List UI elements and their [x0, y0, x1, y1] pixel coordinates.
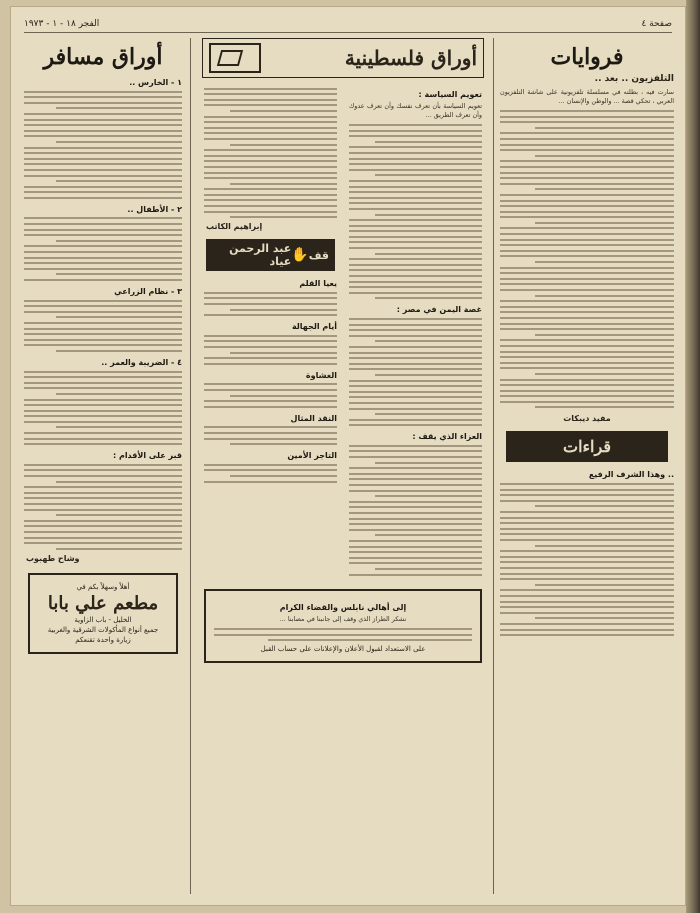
- text-politics: تعويم السياسة بأن تعرف نفسك وأن تعرف عدوك وأن تعرف الطريق ...: [346, 102, 482, 120]
- mid-subcolumn-left: [202, 84, 339, 579]
- notice-text: نشكر الطراز الذي وقف إلى جانبنا في مصابنا ...: [279, 615, 407, 624]
- newspaper-page: [10, 6, 686, 906]
- restaurant-ad: [28, 573, 178, 654]
- section-header: [202, 38, 484, 78]
- subtitle: التلفزيون .. بعد ..: [594, 74, 674, 84]
- section-3: ٣ - نظام الزراعي: [114, 287, 182, 296]
- article-lead: سارت فيه ، بطلته في مسلسلة تلفزيونية على شاشة التلفزيون العربي ، تحكي قصة ... والوطن والإنسان ...: [498, 88, 674, 106]
- ad-tagline: زيارة واحدة تقنعكم: [75, 635, 131, 644]
- author-name: عبد الرحمن عياد: [229, 242, 292, 269]
- author-label: قف: [308, 248, 329, 262]
- section-title-palestinian-papers: أوراق فلسطينية: [344, 46, 477, 70]
- readings-heading: .. وهذا الشرف الرفيع: [588, 470, 674, 480]
- section-title-rewayat: فروايات: [550, 44, 624, 70]
- masthead: [24, 16, 672, 33]
- mid-subcolumn-right: [347, 84, 484, 579]
- hand-icon: ✋: [291, 247, 309, 264]
- author-box: [206, 239, 335, 271]
- ad-welcome: أهلاً وسهلاً بكم في: [76, 582, 130, 591]
- notice-title: إلى أهالي نابلس والقضاء الكرام: [279, 603, 407, 613]
- book-binding: [686, 0, 700, 913]
- right-column: [498, 38, 676, 896]
- section-1: ١ - الخارس ..: [129, 78, 182, 87]
- left-column: [22, 38, 184, 896]
- article-signature: إبراهيم الكاتب: [206, 222, 263, 232]
- notice-box: [204, 589, 482, 663]
- ad-menu: جميع أنواع المأكولات الشرقية والغربية: [47, 625, 159, 634]
- readings-body: [498, 483, 676, 636]
- ad-location: الخليل - باب الزاوية: [74, 615, 132, 624]
- sub-head-1: يعيا القلم: [299, 279, 337, 289]
- sub-head-4: النقد المثال: [290, 413, 337, 423]
- sub-head-2: أيام الجهالة: [291, 322, 337, 332]
- column-rule: [493, 38, 494, 894]
- issue-date: الفجر ١٨ - ١ - ١٩٧٣: [24, 19, 100, 29]
- ad-restaurant-name: مطعم علي بابا: [47, 592, 159, 614]
- column-rule: [190, 38, 191, 894]
- middle-column: [198, 38, 488, 896]
- notice-footer: على الاستعداد لقبول الأعلان والإعلانات على حساب القبل: [260, 644, 426, 653]
- byline: مفيد ديبكات: [563, 414, 611, 424]
- section-title-readings: قراءات: [506, 431, 668, 462]
- heading-yemen: غصة اليمن في مصر :: [396, 305, 482, 315]
- page-label: صفحة ٤: [641, 19, 672, 29]
- section-4: ٤ - الضريبة والعمر ..: [101, 357, 182, 367]
- section-5: قبر على الأقدام :: [112, 451, 182, 461]
- column-signature: وشاح طهبوب: [26, 553, 80, 563]
- papers-logo-icon: [209, 43, 261, 73]
- heading-condolence: العزاء الذي يقف :: [412, 432, 482, 442]
- sub-head-5: التاجر الأمين: [287, 451, 337, 461]
- section-title-traveler-papers: أوراق مسافر: [43, 44, 163, 70]
- heading-politics: تعويم السياسة :: [418, 90, 482, 99]
- section-2: ٢ - الأطفال ..: [127, 204, 182, 214]
- article-body: [498, 110, 676, 408]
- sub-head-3: الغشاوة: [305, 370, 337, 380]
